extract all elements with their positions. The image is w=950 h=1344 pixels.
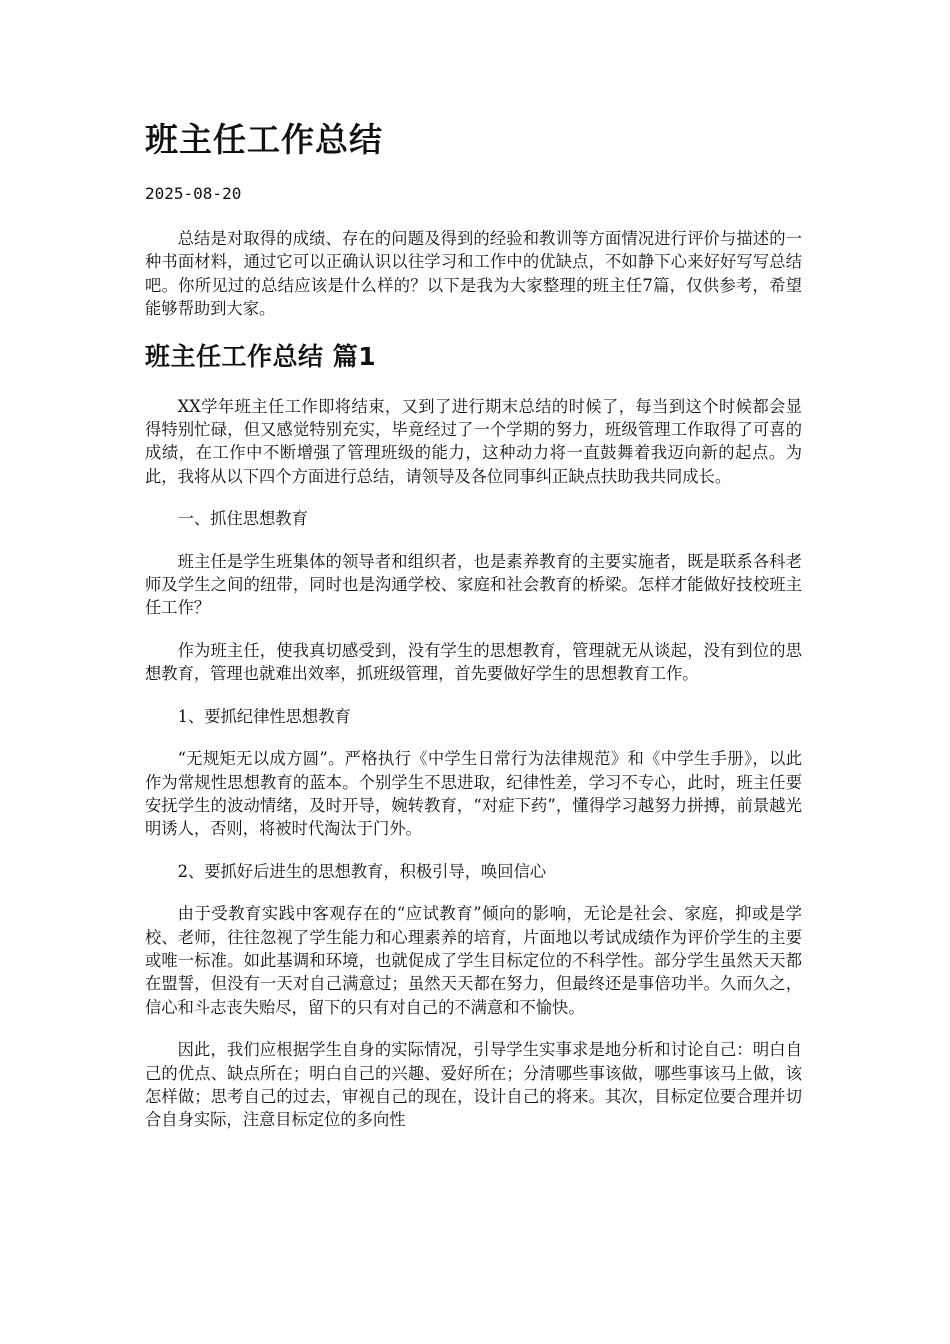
- body-paragraph: 班主任是学生班集体的领导者和组织者，也是素养教育的主要实施者，既是联系各科老师及学生之间的纽带，同时也是沟通学校、家庭和社会教育的桥梁。怎样才能做好技校班主任工作？: [145, 551, 802, 618]
- document-body: [145, 227, 802, 1151]
- body-paragraph: XX学年班主任工作即将结束，又到了进行期末总结的时候了，每当到这个时候都会显得特别忙碌，但又感觉特别充实，毕竟经过了一个学期的努力，班级管理工作取得了可喜的成绩，在工作中不断增强了管理班级的能力，这种动力将一直鼓舞着我迈向新的起点。为此，我将从以下四个方面进行总结，请领导及各位同事纠正缺点扶助我共同成长。: [145, 396, 802, 486]
- page-title: 班主任工作总结: [145, 120, 383, 159]
- publish-date: 2025-08-20: [145, 184, 242, 203]
- body-paragraph: 由于受教育实践中客观存在的“应试教育”倾向的影响，无论是社会、家庭，抑或是学校、老师，往往忽视了学生能力和心理素养的培育，片面地以考试成绩作为评价学生的主要或唯一标准。如此基调和环境，也就促成了学生目标定位的不科学性。部分学生虽然天天都在盟誓，但没有一天对自己满意过；虽然天天都在努力，但最终还是事倍功半。久而久之，信心和斗志丧失贻尽，留下的只有对自己的不满意和不愉快。: [145, 904, 802, 1017]
- subheading-discipline: 1、要抓纪律性思想教育: [177, 706, 351, 726]
- body-paragraph: 作为班主任，使我真切感受到，没有学生的思想教育，管理就无从谈起，没有到位的思想教育，管理也就难出效率，抓班级管理，首先要做好学生的思想教育工作。: [145, 640, 802, 684]
- subheading-underachievers: 2、要抓好后进生的思想教育，积极引导，唤回信心: [177, 861, 547, 881]
- intro-paragraph: 总结是对取得的成绩、存在的问题及得到的经验和教训等方面情况进行评价与描述的一种书面材料，通过它可以正确认识以往学习和工作中的优缺点，不如静下心来好好写写总结吧。你所见过的总结应该是什么样的？以下是我为大家整理的班主任7篇，仅供参考，希望能够帮助到大家。: [145, 229, 802, 319]
- body-paragraph: “无规矩无以成方圆”。严格执行《中学生日常行为法律规范》和《中学生手册》，以此作为常规性思想教育的蓝本。个别学生不思进取，纪律性差，学习不专心，此时，班主任要安抚学生的波动情绪，及时开导，婉转教育，“对症下药”，懂得学习越努力拼搏，前景越光明诱人，否则，将被时代淘汰于门外。: [145, 749, 802, 839]
- section-heading: 班主任工作总结 篇1: [145, 341, 377, 371]
- body-paragraph: 因此，我们应根据学生自身的实际情况，引导学生实事求是地分析和讨论自己：明白自己的优点、缺点所在；明白自己的兴趣、爱好所在；分清哪些事该做，哪些事该马上做，该怎样做；思考自己的过去，审视自己的现在，设计自己的将来。其次，目标定位要合理并切合自身实际，注意目标定位的多向性: [145, 1040, 802, 1130]
- subheading-thought-education: 一、抓住思想教育: [177, 509, 308, 529]
